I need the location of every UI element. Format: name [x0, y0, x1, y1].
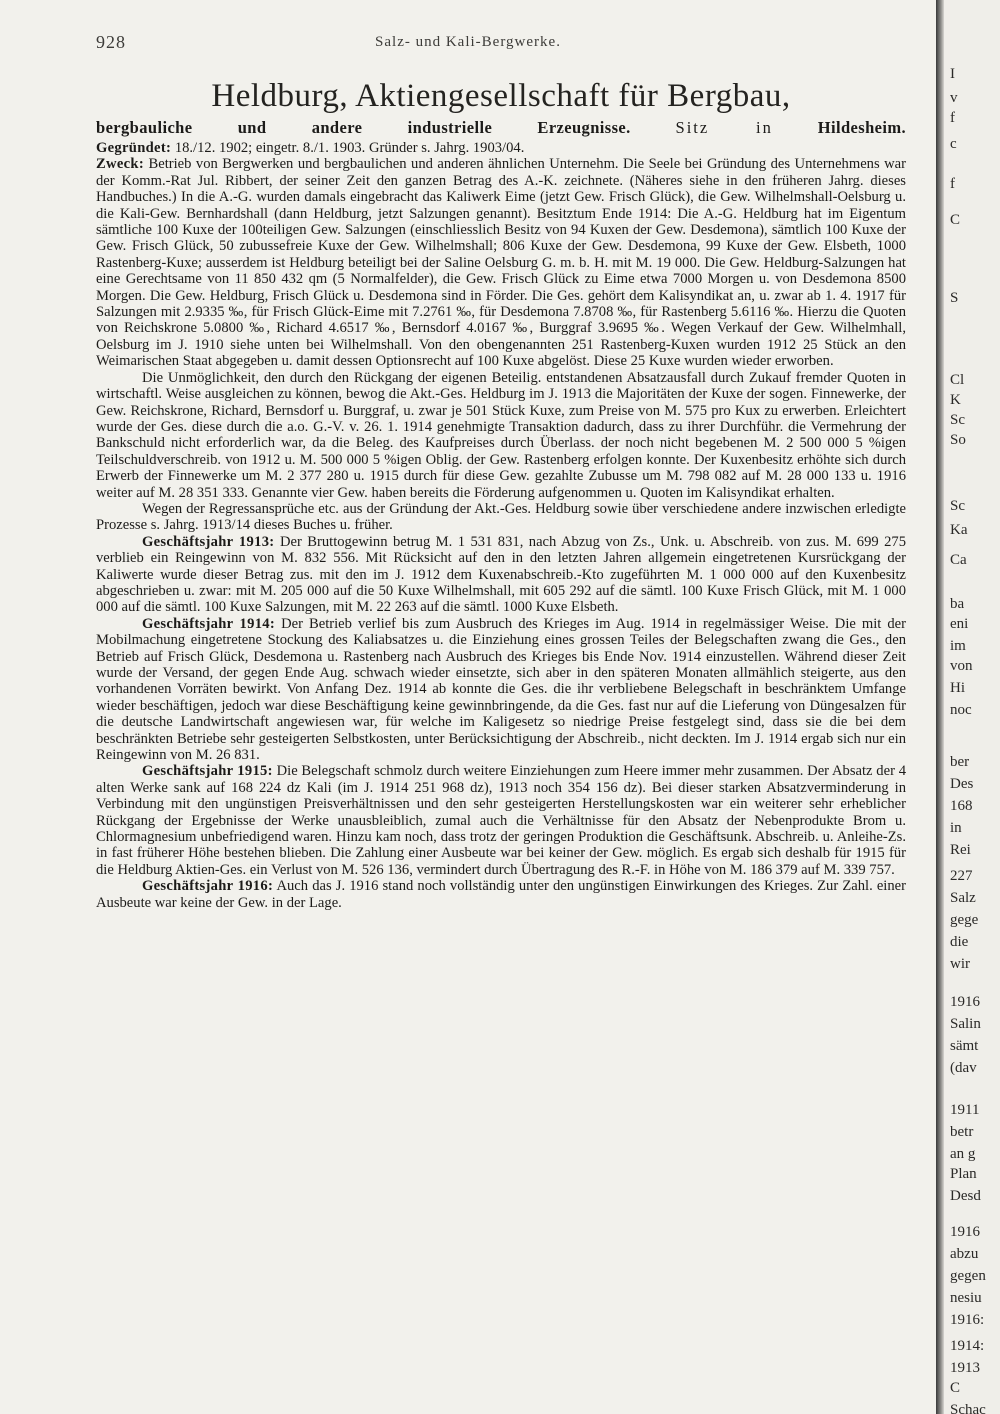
- company-subheading: [96, 118, 906, 138]
- entry-text: 18./12. 1902; eingetr. 8./1. 1903. Gründer s. Jahrg. 1903/04.: [174, 140, 525, 156]
- adjacent-page-margin: [944, 0, 1000, 1414]
- adjacent-page-fragment: I: [950, 66, 955, 82]
- adjacent-page-fragment: Plan: [950, 1166, 977, 1182]
- adjacent-page-fragment: Salz: [950, 890, 976, 906]
- running-head: [0, 32, 936, 56]
- entry-text: Der Bruttogewinn betrug M. 1 531 831, nach Abzug von Zs., Unk. u. Abschreib. von zus. M. 699 275 verblieb ein Reingewinn von M. 832 556. Mit Rücksicht auf den in den letzten Jahren allgemein eingetretenen Kursrückgang der Kaliwerte wurde dieser Betrag zus. mit den im J. 1912 dem Kuxenabschreib.-Kto zugeführten M. 1 000 000 auf den Kuxenbesitz abgeschrieben u. zwar: mit M. 205 000 auf die 50 Kuxe Wilhelmshall, mit 605 292 auf die sämtl. 100 Kuxe Frisch Glück, mit M. 1 000 000 auf die sämtl. 100 Kuxe Salzungen, mit M. 22 263 auf die sämtl. 1000 Kuxe Elsbeth.: [96, 533, 906, 616]
- adjacent-page-fragment: gegen: [950, 1268, 986, 1284]
- section-title: Salz- und Kali-Bergwerke.: [375, 34, 561, 50]
- adjacent-page-fragment: gege: [950, 912, 979, 928]
- subheading-place: Hildesheim.: [817, 118, 907, 137]
- adjacent-page-fragment: Des: [950, 776, 974, 792]
- entry-paragraph: [96, 616, 906, 764]
- entry-label: Geschäftsjahr 1914:: [142, 615, 276, 632]
- page-number: 928: [96, 32, 126, 52]
- entry-paragraph: [96, 156, 906, 369]
- adjacent-page-fragment: 1913: [950, 1360, 980, 1376]
- subheading-sitz-label: Sitz in: [675, 118, 773, 137]
- entry-text: Betrieb von Bergwerken und bergbaulichen und anderen ähnlichen Unternehm. Die Seele bei Gründung des Unternehmens war der Komm.-Rat Jul. Ribbert, der seiner Zeit den ganzen Betrag des A.-K. zeichnete. (Näheres siehe in den früheren Jahrg. dieses Handbuches.) In die A.-G. wurden damals eingebracht das Kaliwerk Eime (jetzt Gew. Frisch Glück), die Gew. Wilhelmshall-Oelsburg u. die Kali-Gew. Bernhardshall (dann Heldburg, jetzt Salzungen genannt). Besitztum Ende 1914: Die A.-G. Heldburg hat im Eigentum sämtliche 100 Kuxe der 100teiligen Gew. Salzungen (einschliesslich Besitz von 94 Kuxen der Gew. Desdemona), sämtlich 100 Kuxe der Gew. Frisch Glück, 50 zubussefreie Kuxe der Gew. Wilhelmshall; 806 Kuxe der Gew. Desdemona, 99 Kuxe der Gew. Elsbeth, 1000 Rastenberg-Kuxe; ausserdem ist Heldburg beteiligt bei der Saline Oelsburg G. m. b. H. mit M. 19 000. Die Gew. Heldburg-Salzungen hat eine Gerechtsame von 11 850 432 qm (5 Normalfelder), die Gew. Frisch Glück zu Eime etwa 7000 Morgen u. von Desdemona 8500 Morgen. Die Gew. Heldburg, Frisch Glück u. Desdemona sind in Förder. Die Ges. gehört dem Kalisyndikat an, u. zwar ab 1. 4. 1917 für Salzungen mit 2.9335 ‰, für Frisch Glück-Eime mit 7.2761 ‰, für Desdemona 7.8708 ‰, für Rastenberg 5.6116 ‰. Hierzu die Quoten von Reichskrone 5.0800 ‰, Richard 4.6517 ‰, Bernsdorf 4.0167 ‰, Burggraf 3.9695 ‰. Wegen Verkauf der Gew. Wilhelmhall, Oelsburg im J. 1910 siehe unten bei Wilhelmshall. Von den obengenannten 251 Rastenberg-Kuxen wurden 1912 25 Stück an den Weimarischen Staat abgegeben u. damit dessen Optionsrecht auf 100 Kuxe abgelöst. Diese 25 Kuxe wurden wieder erworben.: [96, 156, 906, 370]
- entry-text: Auch das J. 1916 stand noch vollständig unter den ungünstigen Einwirkungen des Krieges. Zur Zahl. einer Ausbeute war keine der Gew. in der Lage.: [96, 878, 906, 911]
- subheading-business: bergbauliche und andere industrielle Erzeugnisse.: [96, 118, 631, 137]
- adjacent-page-fragment: S: [950, 290, 959, 306]
- adjacent-page-fragment: ber: [950, 754, 970, 770]
- adjacent-page-fragment: v: [950, 90, 958, 106]
- entry-paragraph: [96, 501, 906, 534]
- adjacent-page-fragment: C: [950, 212, 961, 228]
- adjacent-page-fragment: von: [950, 658, 973, 674]
- adjacent-page-fragment: sämt: [950, 1038, 979, 1054]
- adjacent-page-fragment: in: [950, 820, 962, 836]
- adjacent-page-fragment: abzu: [950, 1246, 979, 1262]
- entry-text: Der Betrieb verlief bis zum Ausbruch des Krieges im Aug. 1914 in regelmässiger Weise. Die mit der Mobilmachung eingetretene Stockung des Kaliabsatzes u. die Einziehung eines grossen Teiles der Belegschaften zwang die Ges., den Betrieb auf Frisch Glück, Desdemona u. Rastenberg nach Ausbruch des Krieges bis Ende Nov. 1914 einzustellen. Während dieser Zeit wurde der Versand, der gegen Ende Aug. schwach wieder einsetzte, sich aber in den späteren Monaten allmählich steigerte, aus den vorhandenen Vorräten bewirkt. Von Anfang Dez. 1914 ab konnte die Ges. die ihr verbliebene Belegschaft in beschränktem Umfange wieder beschäftigen, jedoch war diese Beschäftigung keine gewinnbringende, da die Ges. fast nur auf die Lieferung von Düngesalzen für die deutsche Landwirtschaft angewiesen war, für welche im Kaligesetz so niedrige Preise festgelegt sind, dass sie die bei dem beschränkten Betriebe sehr gesteigerten Selbstkosten, unter Berücksichtigung der Abschreib., nicht deckten. Im J. 1914 ergab sich nur ein Reingewinn von M. 26 831.: [96, 615, 906, 764]
- adjacent-page-fragment: 1916: [950, 1224, 980, 1240]
- entry-label: Geschäftsjahr 1915:: [142, 763, 273, 780]
- adjacent-page-fragment: Hi: [950, 680, 965, 696]
- adjacent-page-fragment: Ka: [950, 522, 968, 538]
- adjacent-page-fragment: K: [950, 392, 961, 408]
- adjacent-page-fragment: Sc: [950, 498, 965, 514]
- entry-paragraph: [96, 534, 906, 616]
- adjacent-page-fragment: betr: [950, 1124, 974, 1140]
- adjacent-page-fragment: c: [950, 136, 957, 152]
- adjacent-page-fragment: Schac: [950, 1402, 986, 1414]
- entry-paragraph: [96, 878, 906, 911]
- entry-paragraph: [96, 140, 906, 156]
- adjacent-page-fragment: 1916: [950, 994, 980, 1010]
- adjacent-page-fragment: 227: [950, 868, 973, 884]
- adjacent-page-fragment: 1916:: [950, 1312, 985, 1328]
- adjacent-page-fragment: wir: [950, 956, 970, 972]
- adjacent-page-fragment: 1911: [950, 1102, 980, 1118]
- adjacent-page-fragment: 168: [950, 798, 973, 814]
- adjacent-page-fragment: Ca: [950, 552, 967, 568]
- adjacent-page-fragment: noc: [950, 702, 972, 718]
- adjacent-page-fragment: Desd: [950, 1188, 981, 1204]
- entry-text: Die Unmöglichkeit, den durch den Rückgang der eigenen Beteilig. entstandenen Absatzausfall durch Zukauf fremder Quoten in wirtschaftl. Weise ausgleichen zu können, bewog die Akt.-Ges. Heldburg im J. 1913 die Majoritäten der Kuxe der sogen. Finnewerke, der Gew. Reichskrone, Richard, Bernsdorf u. Burggraf, u. zwar je 501 Stück Kuxe, zum Preise von M. 575 pro Kux zu erwerben. Erleichtert wurde der Ges. diese durch die a.o. G.-V. v. 26. 1. 1914 genehmigte Transaktion dadurch, dass zu ihrer Durchführ. die Vermehrung der Bankschuld nicht erforderlich war, da die Beleg. des Kaufpreises durch Überlass. der noch nicht begebenen M. 2 500 000 5 %igen Teilschuldverschreib. von 1912 u. M. 500 000 5 %igen Oblig. der Gew. Rastenberg erfolgen konnte. Der Kuxenbesitz erhöhte sich durch Erwerb der Finnewerke um M. 2 377 280 u. 1915 durch für diese Gew. gezahlte Zubusse um M. 798 082 auf M. 28 000 133 u. 1916 weiter auf M. 28 351 333. Genannte vier Gew. haben bereits die Förderung aufgenommen u. Quoten im Kalisyndikat erhalten.: [96, 369, 906, 501]
- adjacent-page-fragment: ba: [950, 596, 965, 612]
- article-body: [96, 140, 906, 1385]
- adjacent-page-fragment: C: [950, 1380, 961, 1396]
- entry-text: Wegen der Regressansprüche etc. aus der Gründung der Akt.-Ges. Heldburg sowie über verschiedene andere inzwischen erledigte Prozesse s. Jahrg. 1913/14 dieses Buches u. früher.: [96, 500, 906, 534]
- adjacent-page-fragment: an g: [950, 1146, 976, 1162]
- adjacent-page-fragment: 1914:: [950, 1338, 985, 1354]
- page-fold-shadow: [936, 0, 944, 1414]
- entry-paragraph: [96, 370, 906, 501]
- entry-label: Geschäftsjahr 1913:: [142, 533, 275, 550]
- adjacent-page-fragment: (dav: [950, 1060, 977, 1076]
- adjacent-page-fragment: Sc: [950, 412, 965, 428]
- entry-label: Geschäftsjahr 1916:: [142, 878, 274, 895]
- entry-label: Zweck:: [96, 156, 145, 173]
- adjacent-page-fragment: So: [950, 432, 966, 448]
- company-heading: Heldburg, Aktiengesellschaft für Bergbau,: [211, 78, 791, 114]
- adjacent-page-fragment: eni: [950, 616, 969, 632]
- adjacent-page-fragment: f: [950, 176, 955, 192]
- entry-paragraph: [96, 763, 906, 878]
- adjacent-page-fragment: Cl: [950, 372, 965, 388]
- adjacent-page-fragment: im: [950, 638, 966, 654]
- entry-label: Gegründet:: [96, 140, 172, 156]
- adjacent-page-fragment: nesiu: [950, 1290, 982, 1306]
- entry-text: Die Belegschaft schmolz durch weitere Einziehungen zum Heere immer mehr zusammen. Der Absatz der 4 alten Werke sank auf 168 224 dz Kali (im J. 1914 251 968 dz), 1913 noch 354 156 dz). Bei dieser starken Absatzverminderung in Verbindung mit den ungünstigen Preisverhältnissen und den sehr gesteigerten Herstellungskosten war ein weiterer sehr erheblicher Rückgang der Ergebnisse der Werke unausbleiblich, zumal auch die Verhältnisse für den Absatz der Nebenprodukte Brom u. Chlormagnesium unbefriedigend waren. Hinzu kam noch, dass trotz der geringen Produktion die Geschäftsunk. Abschreib. u. Anleihe-Zs. in fast früherer Höhe bestehen blieben. Die Zahlung einer Ausbeute war bei keiner der Gew. möglich. Es ergab sich deshalb für 1915 für die Heldburg Aktien-Ges. ein Verlust von M. 526 136, vermindert durch Übertragung des R.-F. in Höhe von M. 186 379 auf M. 339 757.: [96, 763, 906, 878]
- adjacent-page-fragment: Rei: [950, 842, 971, 858]
- adjacent-page-fragment: Salin: [950, 1016, 981, 1032]
- adjacent-page-fragment: f: [950, 110, 955, 126]
- adjacent-page-fragment: die: [950, 934, 969, 950]
